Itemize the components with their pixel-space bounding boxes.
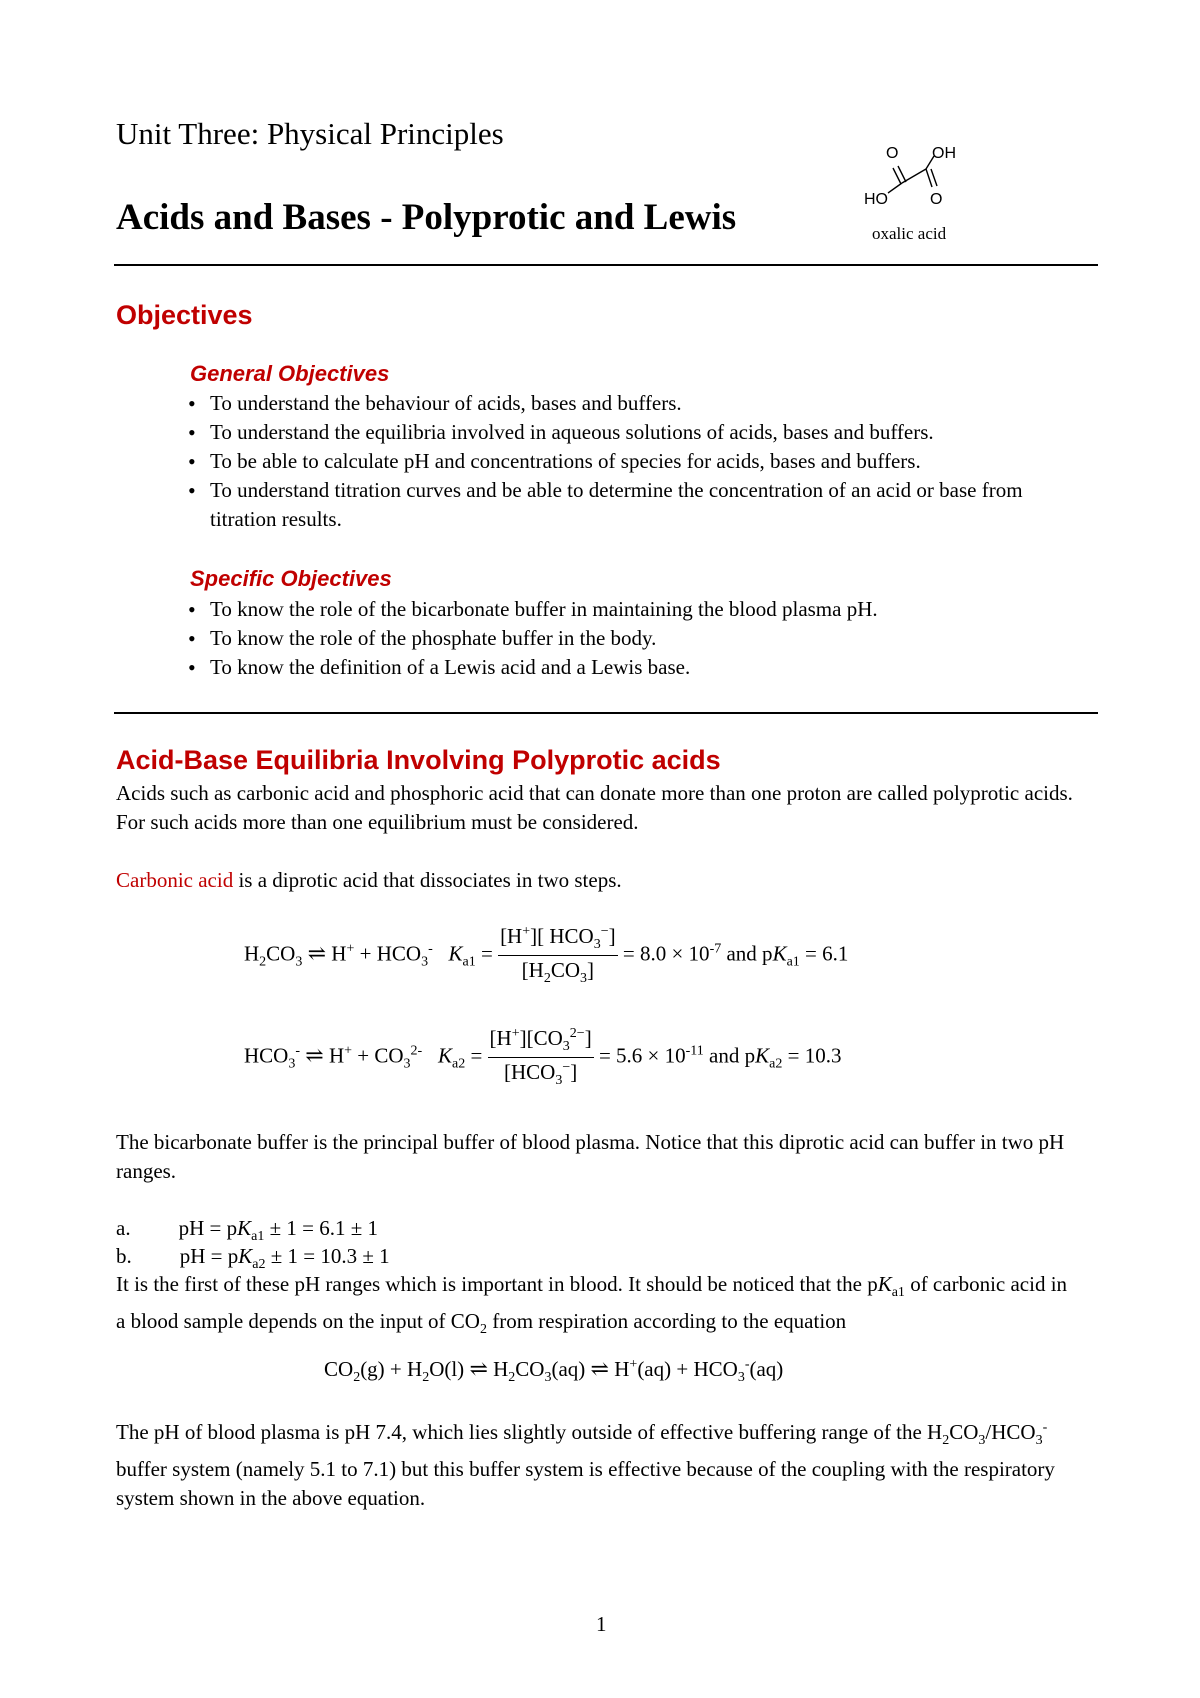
ka1-and: and p bbox=[721, 941, 773, 966]
first-range-paragraph: It is the first of these pH ranges which is important in blood. It should be noticed that the $pK_{a1}$ of carbonic acid in a blood sample depends on the input of $CO_2$ from respiration according to the equation bbox=[116, 1272, 1068, 1338]
first-range-post: from respiration according to the equation bbox=[486, 1309, 847, 1334]
intro-paragraph: Acids such as carbonic acid and phosphoric acid that can donate more than one proton are called polyprotic acids. For such acids more than one equilibrium must be considered. bbox=[116, 781, 1073, 834]
page-number: 1 bbox=[596, 1612, 607, 1636]
equation-ka1: $H_2CO_3$ ⇌ $H^+ + HCO_3^-$ $K_{a1}$ = $\frac{[H^+][ HCO_3^-]}{[H_2CO_3]}$ = $8.0 \times 10^{-7}$ and $pK_{a1} = 6.1$ bbox=[244, 924, 849, 987]
objectives-heading: Objectives bbox=[116, 300, 253, 330]
ka1-exponent: -7 bbox=[709, 941, 722, 957]
section-heading: Acid-Base Equilibria Involving Polyprotic acids bbox=[116, 745, 721, 775]
carbonic-acid-term: Carbonic acid bbox=[116, 868, 234, 892]
general-objectives-list bbox=[190, 389, 1090, 534]
plasma-pre: The pH of blood plasma is pH 7.4, which lies slightly outside of effective buffering range of the H bbox=[116, 1420, 943, 1444]
pka1-value: = 6.1 bbox=[805, 941, 849, 966]
atom-o-bottom-right: O bbox=[930, 191, 943, 208]
range-a-value: ± 1 = 6.1 ± 1 bbox=[269, 1216, 378, 1240]
atom-oh: OH bbox=[932, 145, 956, 162]
equation-ka2: $HCO_3^-$ ⇌ $H^+ + CO_3^{2-}$ $K_{a2}$ = $\frac{[H^+][CO_3^{2-}]}{[HCO_3^-]}$ = $5.6 \times 10^{-11}$ and $pK_{a2} = 10.3$ bbox=[244, 1026, 842, 1089]
range-a-label: a. bbox=[116, 1216, 131, 1240]
ka2-value: = 5.6 × 10 bbox=[598, 1043, 686, 1068]
ph-range-b: b. pH = $pK_{a2} \pm 1 = 10.3 \pm 1$ bbox=[116, 1244, 390, 1273]
range-b-value: ± 1 = 10.3 ± 1 bbox=[270, 1244, 390, 1268]
section-divider bbox=[114, 712, 1098, 714]
carbonic-text: is a diprotic acid that dissociates in two steps. bbox=[233, 868, 622, 892]
ka1-value: = 8.0 × 10 bbox=[622, 941, 710, 966]
list-item: • To understand the behaviour of acids, bases and buffers. bbox=[190, 389, 1090, 418]
list-item: • To know the definition of a Lewis acid and a Lewis base. bbox=[190, 653, 1090, 682]
page-title: Acids and Bases - Polyprotic and Lewis bbox=[116, 197, 737, 238]
carbonic-paragraph bbox=[116, 866, 1076, 895]
ph-range-a: a. pH = $pK_{a1} \pm 1 = 6.1 \pm 1$ bbox=[116, 1216, 378, 1245]
bicarbonate-paragraph: The bicarbonate buffer is the principal buffer of blood plasma. Notice that this diprotic acid can buffer in two pH ranges. bbox=[116, 1130, 1065, 1183]
list-item: • To understand titration curves and be able to determine the concentration of an acid or base from titration results. bbox=[190, 476, 1090, 534]
atom-o-top-left: O bbox=[886, 145, 899, 162]
specific-objectives-heading: Specific Objectives bbox=[190, 566, 392, 591]
list-item: • To know the role of the bicarbonate buffer in maintaining the blood plasma pH. bbox=[190, 595, 1090, 624]
list-item: • To know the role of the phosphate buffer in the body. bbox=[190, 624, 1090, 653]
list-item: • To be able to calculate pH and concentrations of species for acids, bases and buffers. bbox=[190, 447, 1090, 476]
ka2-exponent: -11 bbox=[685, 1043, 704, 1059]
respiration-equation: $CO_2(g) + H_2O(l)$ ⇌ $H_2CO_3(aq)$ ⇌ $H^+(aq) + HCO_3^-(aq)$ bbox=[324, 1356, 784, 1386]
first-range-pre: It is the first of these pH ranges which is important in blood. It should be noticed that the p bbox=[116, 1272, 878, 1296]
pka2-value: = 10.3 bbox=[787, 1043, 842, 1068]
plasma-post: buffer system (namely 5.1 to 7.1) but this buffer system is effective because of the coupling with the respiratory system shown in the above equation. bbox=[116, 1457, 1055, 1511]
unit-title: Unit Three: Physical Principles bbox=[116, 116, 504, 151]
specific-objectives-list bbox=[190, 595, 1090, 682]
header-divider bbox=[114, 264, 1098, 266]
range-b-label: b. bbox=[116, 1244, 132, 1268]
ka2-and: and p bbox=[703, 1043, 756, 1068]
oxalic-acid-structure bbox=[862, 138, 972, 216]
general-objectives-heading: General Objectives bbox=[190, 361, 390, 386]
molecule-label: oxalic acid bbox=[872, 224, 947, 243]
first-range-mid: of carbonic acid in a blood sample depends on the input of CO bbox=[116, 1272, 1068, 1334]
list-item: • To understand the equilibria involved in aqueous solutions of acids, bases and buffers. bbox=[190, 418, 1090, 447]
plasma-paragraph: The pH of blood plasma is pH 7.4, which lies slightly outside of effective buffering range of the $H_2CO_3/HCO_3^-$ buffer system (namely 5.1 to 7.1) but this buffer system is effective because of the coupling with the respiratory system shown in the above equation. bbox=[116, 1420, 1055, 1511]
atom-ho: HO bbox=[864, 191, 888, 208]
